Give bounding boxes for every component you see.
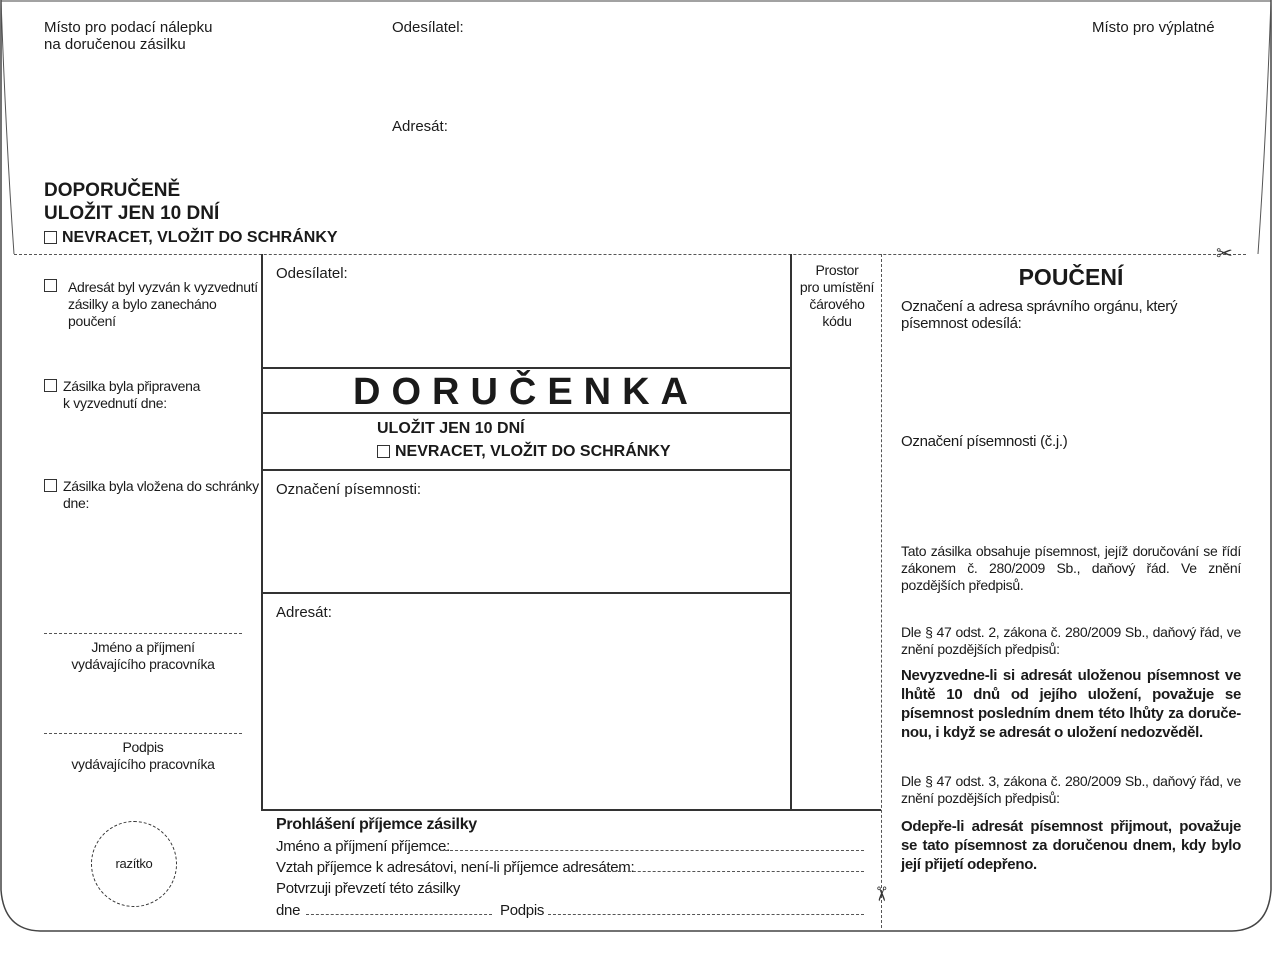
receipt-addressee-label: Adresát: (276, 604, 332, 621)
declaration-signature-label: Podpis (500, 902, 545, 919)
stamp-label: razítko (115, 856, 153, 871)
receipt-document-mark-label: Označení písemnosti: (276, 481, 422, 498)
receipt-left-border (261, 254, 263, 810)
instruction-para-4: Dle § 47 odst. 3, zákona č. 280/2009 Sb., daňový řád, ve znění pozdějších předpisů: (901, 773, 1241, 806)
instruction-para-3: Nevyzvedne-li si adresát uloženou písemnost ve lhůtě 10 dnů od jejího uložení, považuje se písemnost posledním dnem této lhůty za doruče-nou, i když se adresát o uložení nedozvěděl. (901, 667, 1241, 741)
receipt-no-return-checkbox[interactable] (377, 445, 390, 458)
declaration-date-line[interactable] (306, 914, 492, 915)
in-mailbox-label-2: dne: (63, 495, 90, 511)
sticker-place-label: Místo pro podací nálepku na doručenou zásilku (44, 19, 213, 53)
employee-name-line[interactable] (44, 633, 242, 634)
declaration-title: Prohlášení příjemce zásilky (276, 816, 477, 833)
employee-signature-label: Podpis vydávajícího pracovníka (71, 739, 215, 772)
envelope-addressee-label: Adresát: (392, 118, 448, 135)
instruction-para-1: Tato zásilka obsahuje písemnost, jejíž doručování se řídí zákonem č. 280/2009 Sb., daňový řád. Ve znění pozdějších předpisů. (901, 543, 1241, 593)
called-to-collect-checkbox[interactable] (44, 279, 57, 292)
instruction-title: POUČENÍ (1018, 264, 1124, 290)
envelope-sender-label: Odesílatel: (392, 19, 464, 36)
declaration-relation-line[interactable] (608, 871, 864, 872)
no-return-label: NEVRACET, VLOŽIT DO SCHRÁNKY (62, 229, 338, 246)
in-mailbox-item (44, 478, 259, 512)
prepared-label-2: k vyzvednutí dne: (63, 395, 167, 411)
perforation-line (14, 254, 1246, 255)
declaration-signature-line[interactable] (548, 914, 864, 915)
receipt-divider-1 (261, 367, 792, 369)
receipt-sender-label: Odesílatel: (276, 265, 348, 282)
declaration-name-line[interactable] (440, 850, 864, 851)
no-return-checkbox[interactable] (44, 231, 57, 244)
declaration-relation-label: Vztah příjemce k adresátovi, není-li příjemce adresátem: (276, 859, 635, 876)
prepared-item (44, 378, 259, 412)
receipt-no-return-label: NEVRACET, VLOŽIT DO SCHRÁNKY (395, 443, 671, 460)
declaration-name-label: Jméno a příjmení příjemce: (276, 838, 450, 855)
receipt-divider-3 (261, 469, 792, 471)
in-mailbox-label-1: Zásilka byla vložena do schránky (63, 478, 259, 494)
prepared-label-1: Zásilka byla připravena (63, 378, 201, 394)
instruction-document-ref-label: Označení písemnosti (č.j.) (901, 433, 1068, 450)
in-mailbox-checkbox[interactable] (44, 479, 57, 492)
declaration-date-label: dne (276, 902, 301, 919)
scissors-icon-top: ✂ (1216, 243, 1233, 265)
declaration-confirm: Potvrzuji převzetí této zásilky (276, 880, 461, 897)
prepared-checkbox[interactable] (44, 379, 57, 392)
employee-signature-line[interactable] (44, 733, 242, 734)
store-days-heading: ULOŽIT JEN 10 DNÍ (44, 203, 220, 224)
receipt-bottom-border (261, 809, 881, 811)
receipt-no-return-option (377, 443, 671, 461)
called-to-collect-label: Adresát byl vyzván k vyzvednutí zásilky a bylo zanecháno poučení (68, 279, 258, 329)
receipt-divider-2 (261, 412, 792, 414)
barcode-space-label: Prostor pro umístění čárového kódu (799, 262, 875, 329)
instruction-authority-label: Označení a adresa správního orgánu, který písemnost odesílá: (901, 298, 1178, 332)
employee-name-label: Jméno a příjmení vydávajícího pracovníka (71, 639, 215, 672)
no-return-option (44, 229, 338, 247)
vertical-perforation (881, 254, 882, 928)
called-to-collect-item (44, 279, 259, 330)
postage-place-label: Místo pro výplatné (1092, 19, 1215, 36)
receipt-title: DORUČENKA (353, 371, 699, 413)
receipt-divider-4 (261, 592, 792, 594)
receipt-store-days: ULOŽIT JEN 10 DNÍ (377, 420, 525, 437)
receipt-right-border (790, 254, 792, 810)
registered-heading: DOPORUČENĚ (44, 180, 181, 201)
scissors-icon-side: ✂ (869, 885, 892, 903)
instruction-para-5: Odepře-li adresát písemnost přijmout, považuje se tato písemnost za doručenou dnem, kdy bylo její přijetí odepřeno. (901, 818, 1241, 873)
instruction-para-2: Dle § 47 odst. 2, zákona č. 280/2009 Sb., daňový řád, ve znění pozdějších předpisů: (901, 624, 1241, 657)
